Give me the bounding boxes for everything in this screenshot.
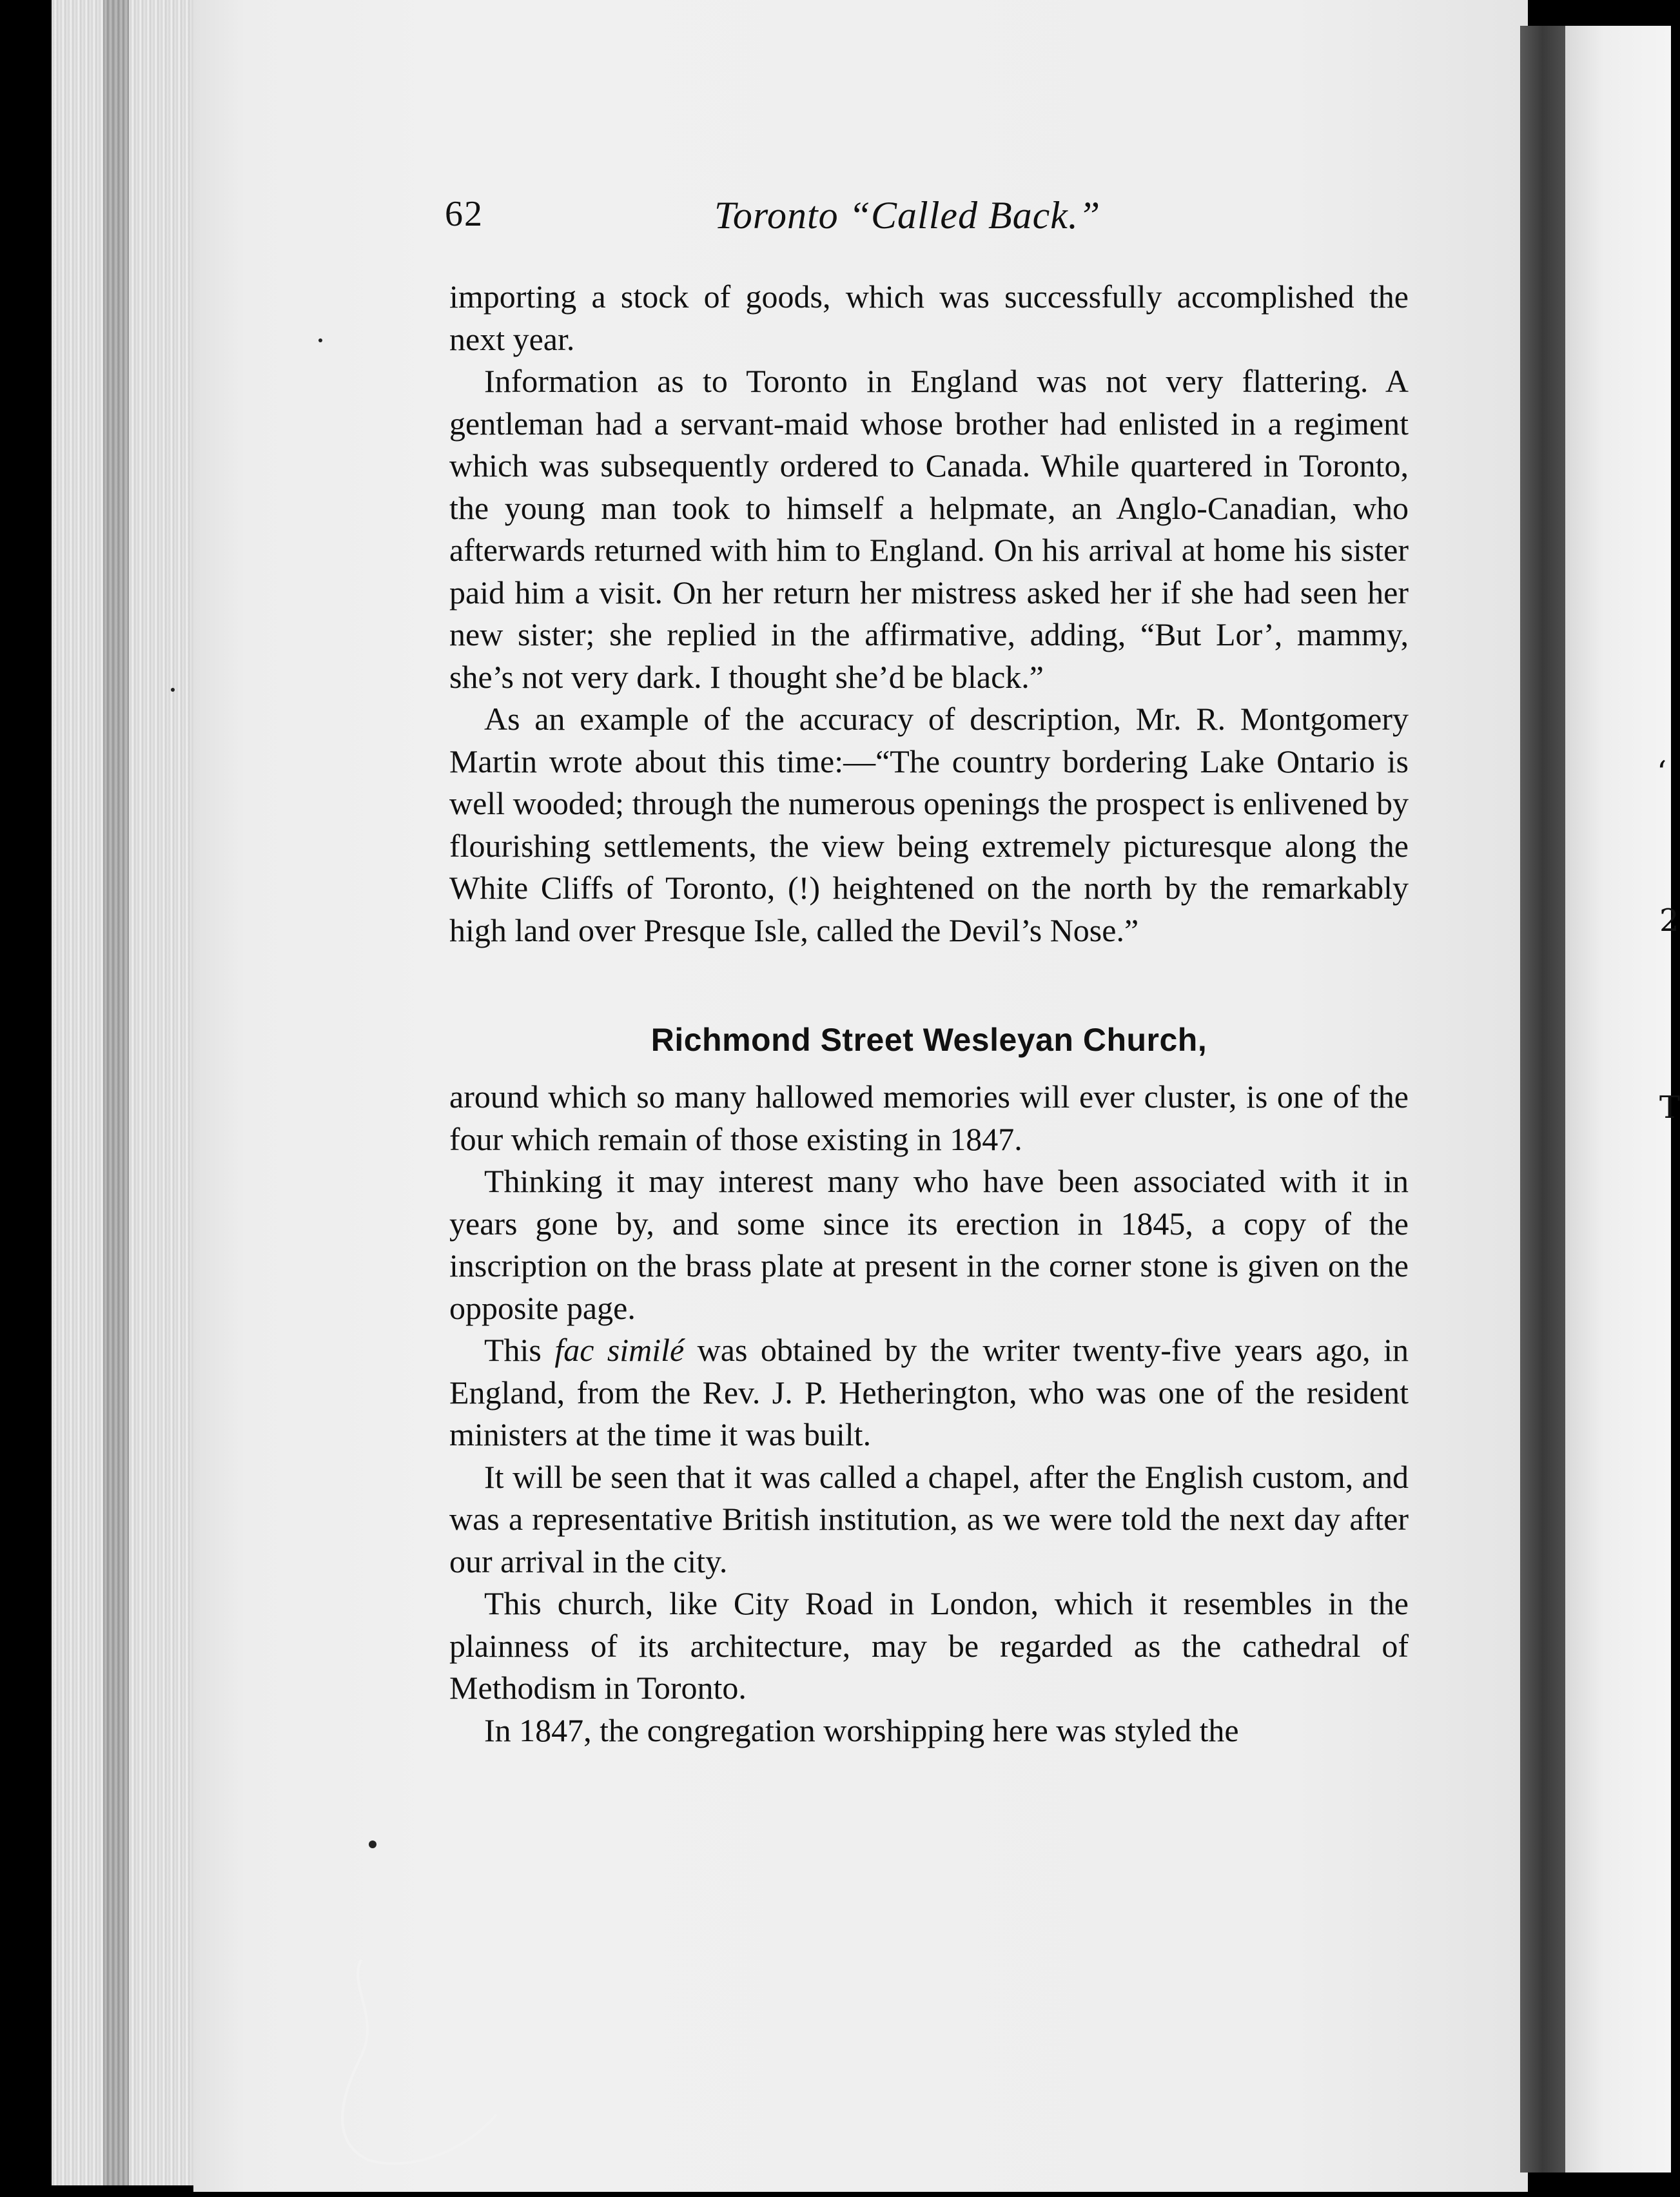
paragraph: In 1847, the congregation worshipping here was styled the xyxy=(484,1712,1239,1748)
ink-speck xyxy=(171,688,175,692)
body-text xyxy=(449,276,1409,1752)
paragraph: Thinking it may interest many who have been associated with it in years gone by, and some since its erection in 1845, a copy of the inscription on the brass plate at present in the corner stone is given on the opposite page. xyxy=(449,1163,1409,1326)
facing-page-fragment: 2 xyxy=(1659,903,1679,939)
paragraph: It will be seen that it was called a chapel, after the English custom, and was a representative British institution, as we were told the next day after our arrival in the city. xyxy=(449,1458,1409,1579)
running-title: Toronto “Called Back.” xyxy=(714,194,1101,237)
ink-speck xyxy=(369,1841,376,1848)
page-edge-shadow xyxy=(103,0,129,2185)
running-header xyxy=(445,193,1412,251)
paragraph-rest: was obtained by the writer twenty-five years ago, in England, from the Rev. J. P. Hetherington, who was one of the resident ministers at the time it was built. xyxy=(449,1332,1409,1452)
ink-speck xyxy=(318,338,322,342)
paragraph: This church, like City Road in London, which it resembles in the plainness of its architecture, may be regarded as the cathedral of Methodism in Toronto. xyxy=(449,1585,1409,1706)
page-number: 62 xyxy=(445,194,483,234)
paragraph: around which so many hallowed memories will ever cluster, is one of the four which remain of those existing in 1847. xyxy=(449,1079,1409,1157)
paragraph: importing a stock of goods, which was successfully accomplished the next year. xyxy=(449,278,1409,357)
italic-term: fac similé xyxy=(554,1332,685,1368)
paragraph xyxy=(449,1329,1409,1456)
facing-page-fragment: T xyxy=(1659,1089,1680,1126)
facing-page-fragment: ‘ xyxy=(1657,754,1667,790)
paragraph: Information as to Toronto in England was not very flattering. A gentleman had a servant-maid whose brother had enlisted in a regiment which was subsequently ordered to Canada. While quartered in Toronto, the young man took to himself a helpmate, an Anglo-Canadian, who afterwards returned with him to England. On his arrival at home his sister paid him a visit. On her return her mistress asked her if she had seen her new sister; she replied in the affirmative, adding, “But Lor’, mammy, she’s not very dark. I thought she’d be black.” xyxy=(449,363,1409,695)
binding-gutter xyxy=(1520,26,1565,2173)
pen-stroke-mark xyxy=(322,1947,529,2179)
section-heading: Richmond Street Wesleyan Church, xyxy=(650,1022,1207,1058)
paragraph-lead: This xyxy=(484,1332,555,1368)
facing-page-edge xyxy=(1565,26,1671,2173)
paragraph: As an example of the accuracy of description, Mr. R. Montgomery Martin wrote about this time:—“The country bordering Lake Ontario is well wooded; through the numerous openings the prospect is enlivened by flourishing settlements, the view being extremely picturesque along the White Cliffs of Toronto, (!) heightened on the north by the remarkably high land over Presque Isle, called the Devil’s Nose.” xyxy=(449,701,1409,948)
